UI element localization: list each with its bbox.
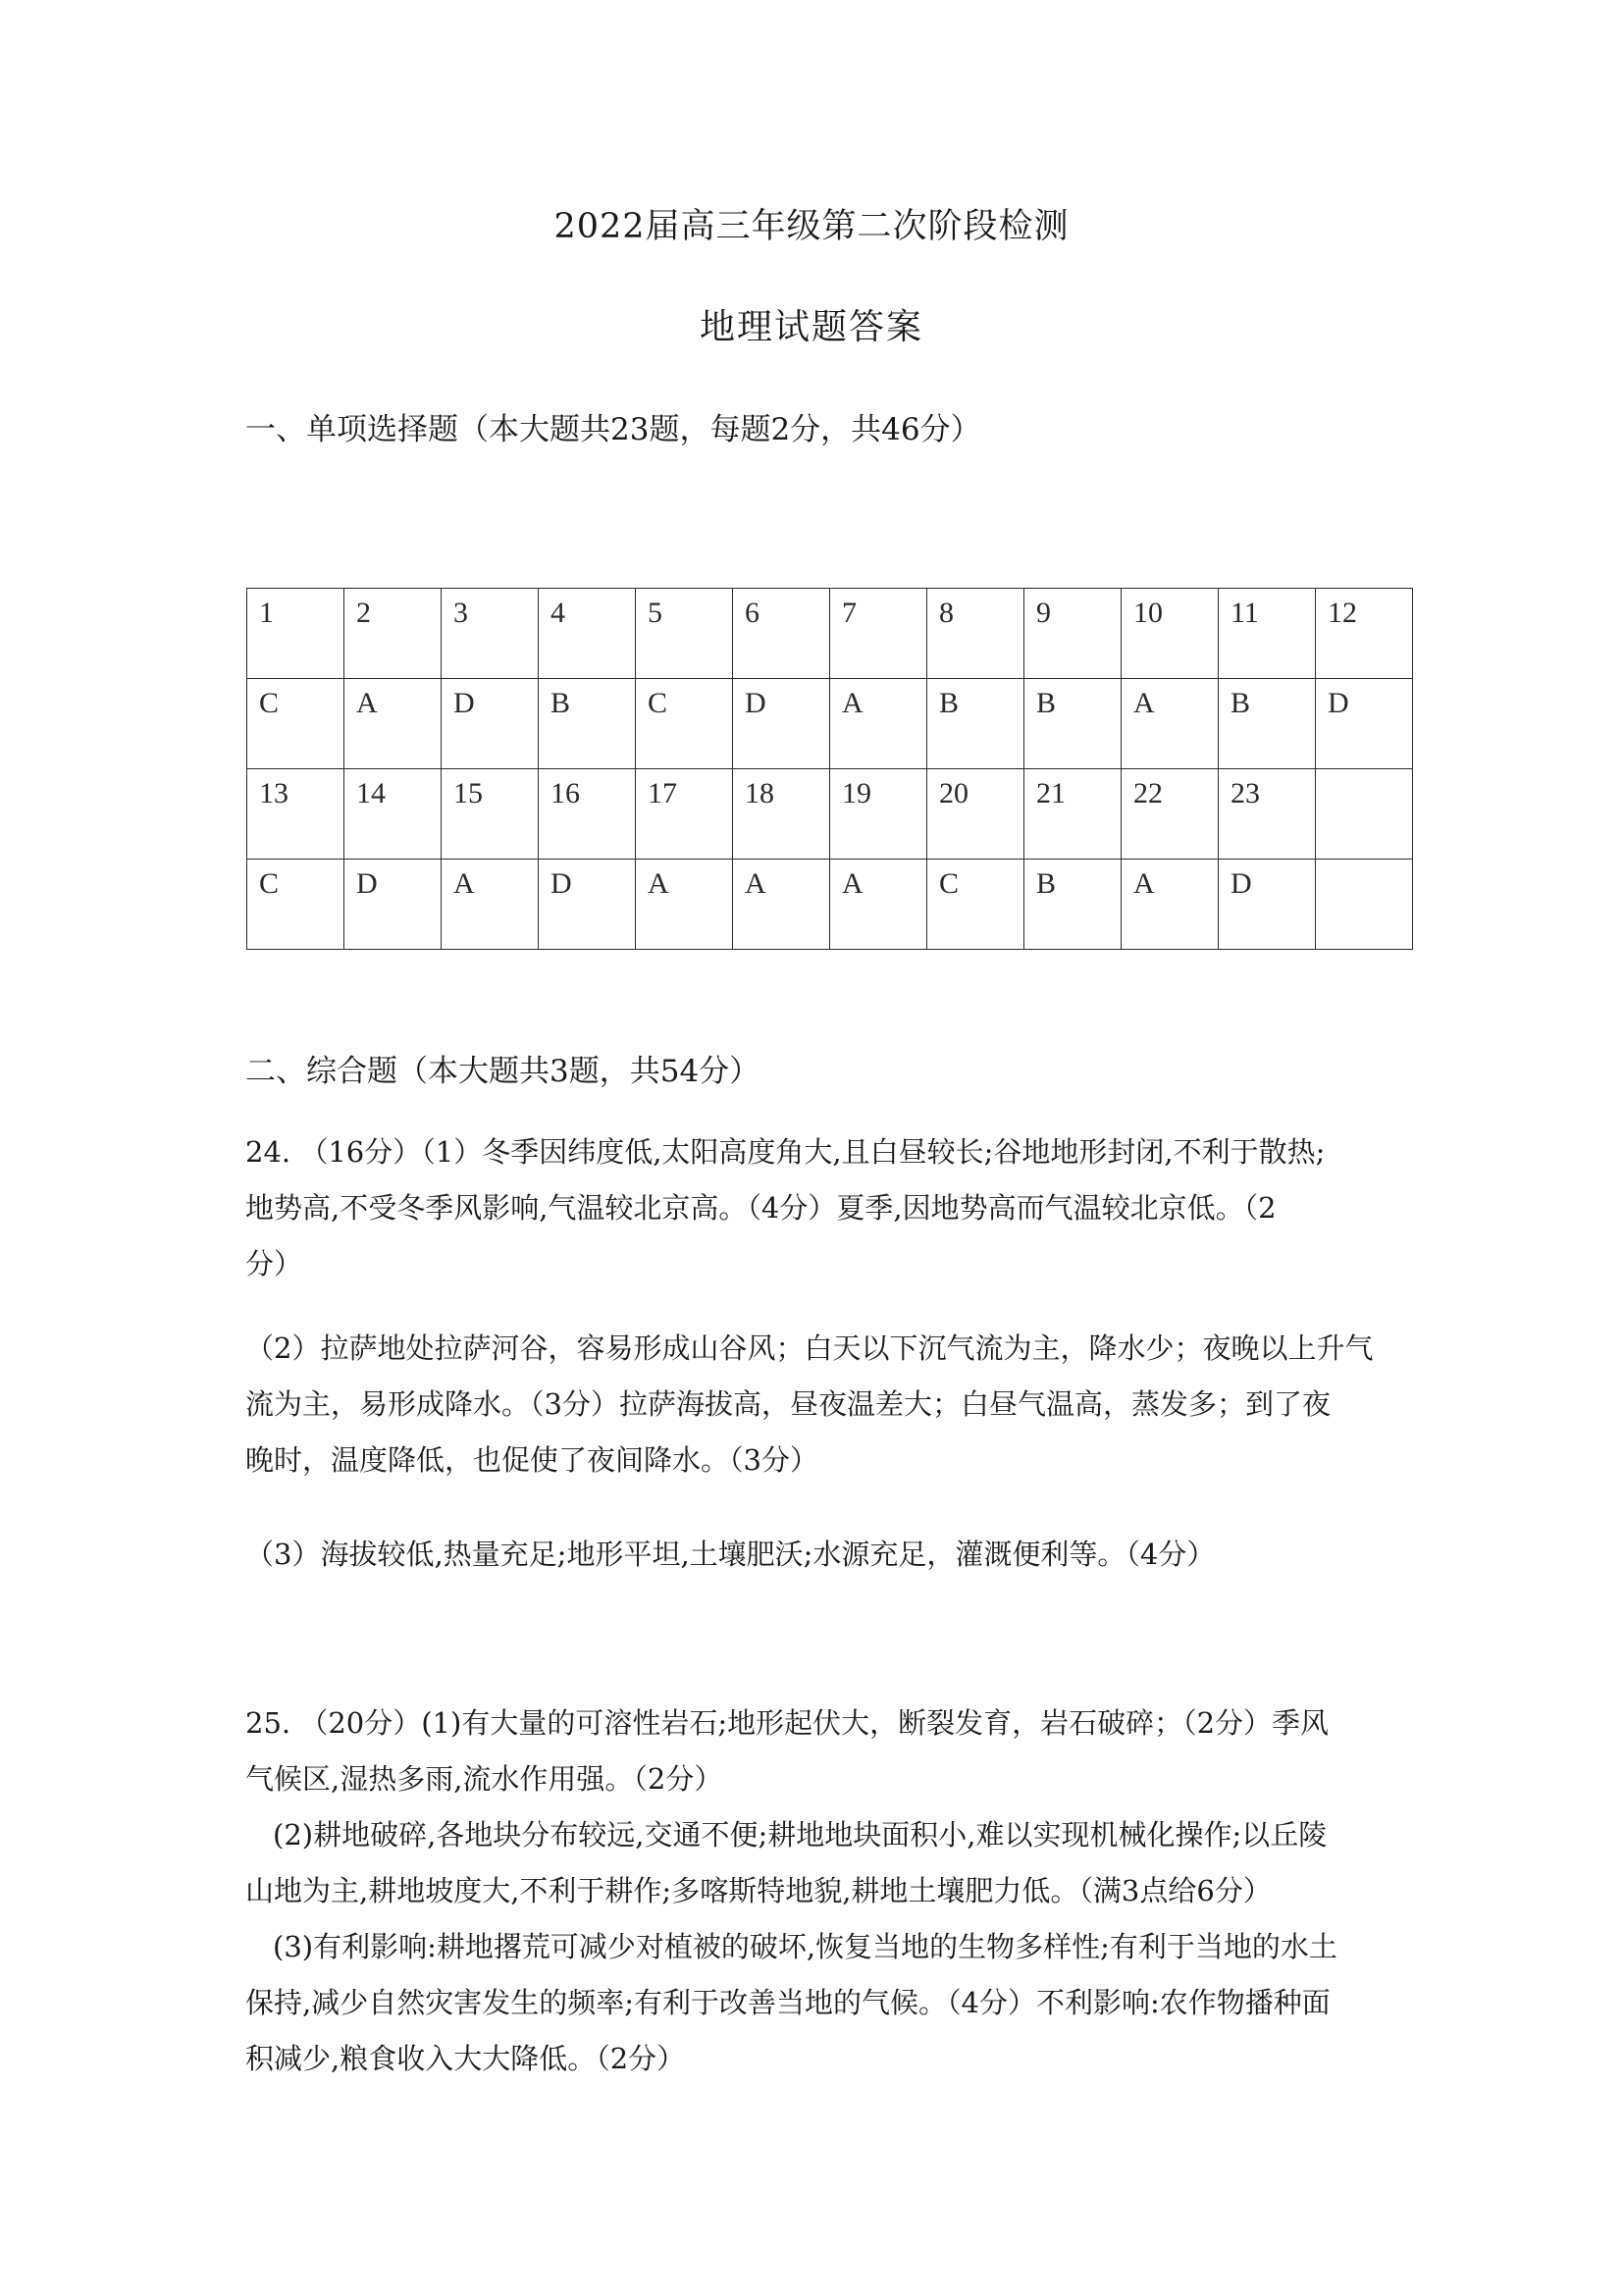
q24-part-3: [245, 1527, 1393, 1583]
table-row: [247, 769, 1413, 860]
q24-part-1: [245, 1124, 1393, 1292]
table-cell: 12: [1316, 589, 1413, 679]
table-cell: 19: [830, 769, 927, 860]
text-line: 流为主，易形成降水。（3分）拉萨海拔高，昼夜温差大；白昼气温高，蒸发多；到了夜: [245, 1387, 1331, 1421]
text-line: 山地为主,耕地坡度大,不利于耕作;多喀斯特地貌,耕地土壤肥力低。（满3点给6分）: [245, 1874, 1272, 1907]
table-cell: 23: [1219, 769, 1316, 860]
table-cell: A: [830, 679, 927, 769]
table-row: [247, 679, 1413, 769]
table-cell: 13: [247, 769, 344, 860]
table-cell: A: [442, 860, 539, 950]
table-cell: 17: [636, 769, 733, 860]
table-cell: C: [636, 679, 733, 769]
table-cell: B: [927, 679, 1024, 769]
table-cell: 10: [1122, 589, 1219, 679]
table-row: [247, 860, 1413, 950]
table-cell: 5: [636, 589, 733, 679]
table-cell: D: [733, 679, 830, 769]
table-cell: D: [442, 679, 539, 769]
text-line: (3)有利影响:耕地撂荒可减少对植被的破坏,恢复当地的生物多样性;有利于当地的水土: [273, 1930, 1337, 1963]
table-cell: C: [247, 860, 344, 950]
table-cell: A: [1122, 860, 1219, 950]
table-cell: 14: [344, 769, 442, 860]
table-row: [247, 589, 1413, 679]
table-cell: 21: [1024, 769, 1122, 860]
table-cell: 18: [733, 769, 830, 860]
text-line: 气候区,湿热多雨,流水作用强。（2分）: [245, 1762, 723, 1796]
table-cell: D: [344, 860, 442, 950]
table-cell: D: [539, 860, 636, 950]
table-cell: 4: [539, 589, 636, 679]
table-cell: 11: [1219, 589, 1316, 679]
text-line: 24. （16分）（1）冬季因纬度低,太阳高度角大,且白昼较长;谷地地形封闭,不利于散热;: [245, 1135, 1326, 1169]
table-cell: A: [636, 860, 733, 950]
document-subtitle: 地理试题答案: [699, 307, 923, 347]
text-line: 晚时，温度降低，也促使了夜间降水。（3分）: [245, 1443, 818, 1477]
table-cell: B: [539, 679, 636, 769]
table-cell: B: [1024, 679, 1122, 769]
table-cell: 6: [733, 589, 830, 679]
answer-table: [246, 588, 1413, 950]
q25-part-1: [245, 1696, 1393, 1807]
table-cell: D: [1316, 679, 1413, 769]
table-cell: 1: [247, 589, 344, 679]
table-cell: 22: [1122, 769, 1219, 860]
section-2-heading: 二、综合题（本大题共3题，共54分）: [245, 1054, 760, 1089]
table-cell: [1316, 860, 1413, 950]
text-line: 积减少,粮食收入大大降低。（2分）: [245, 2042, 686, 2075]
table-cell: 8: [927, 589, 1024, 679]
table-cell: 3: [442, 589, 539, 679]
table-cell: 9: [1024, 589, 1122, 679]
text-line: 保持,减少自然灾害发生的频率;有利于改善当地的气候。（4分）不利影响:农作物播种面: [245, 1986, 1331, 2019]
table-cell: D: [1219, 860, 1316, 950]
table-cell: 16: [539, 769, 636, 860]
section-1-heading: 一、单项选择题（本大题共23题，每题2分，共46分）: [245, 412, 981, 447]
document-title: 2022届高三年级第二次阶段检测: [553, 207, 1070, 246]
table-cell: C: [247, 679, 344, 769]
q25-part-2: [245, 1807, 1393, 1919]
table-cell: 15: [442, 769, 539, 860]
text-line: (2)耕地破碎,各地块分布较远,交通不便;耕地地块面积小,难以实现机械化操作;以丘陵: [273, 1818, 1328, 1852]
table-cell: 20: [927, 769, 1024, 860]
text-line: （2）拉萨地处拉萨河谷，容易形成山谷风；白天以下沉气流为主，降水少；夜晚以上升气: [245, 1331, 1374, 1365]
table-cell: A: [733, 860, 830, 950]
table-cell: B: [1219, 679, 1316, 769]
text-line: （3）海拔较低,热量充足;地形平坦,土壤肥沃;水源充足，灌溉便利等。（4分）: [245, 1538, 1216, 1571]
q24-part-2: [245, 1321, 1393, 1488]
table-cell: 7: [830, 589, 927, 679]
text-line: 地势高,不受冬季风影响,气温较北京高。（4分）夏季,因地势高而气温较北京低。（2: [245, 1191, 1277, 1225]
table-cell: [1316, 769, 1413, 860]
table-cell: B: [1024, 860, 1122, 950]
table-cell: A: [830, 860, 927, 950]
q25-part-3: [245, 1919, 1393, 2087]
table-cell: C: [927, 860, 1024, 950]
table-cell: 2: [344, 589, 442, 679]
text-line: 分）: [245, 1247, 303, 1280]
table-cell: A: [1122, 679, 1219, 769]
table-cell: A: [344, 679, 442, 769]
text-line: 25. （20分）(1)有大量的可溶性岩石;地形起伏大，断裂发育，岩石破碎；（2分）季风: [245, 1706, 1330, 1740]
